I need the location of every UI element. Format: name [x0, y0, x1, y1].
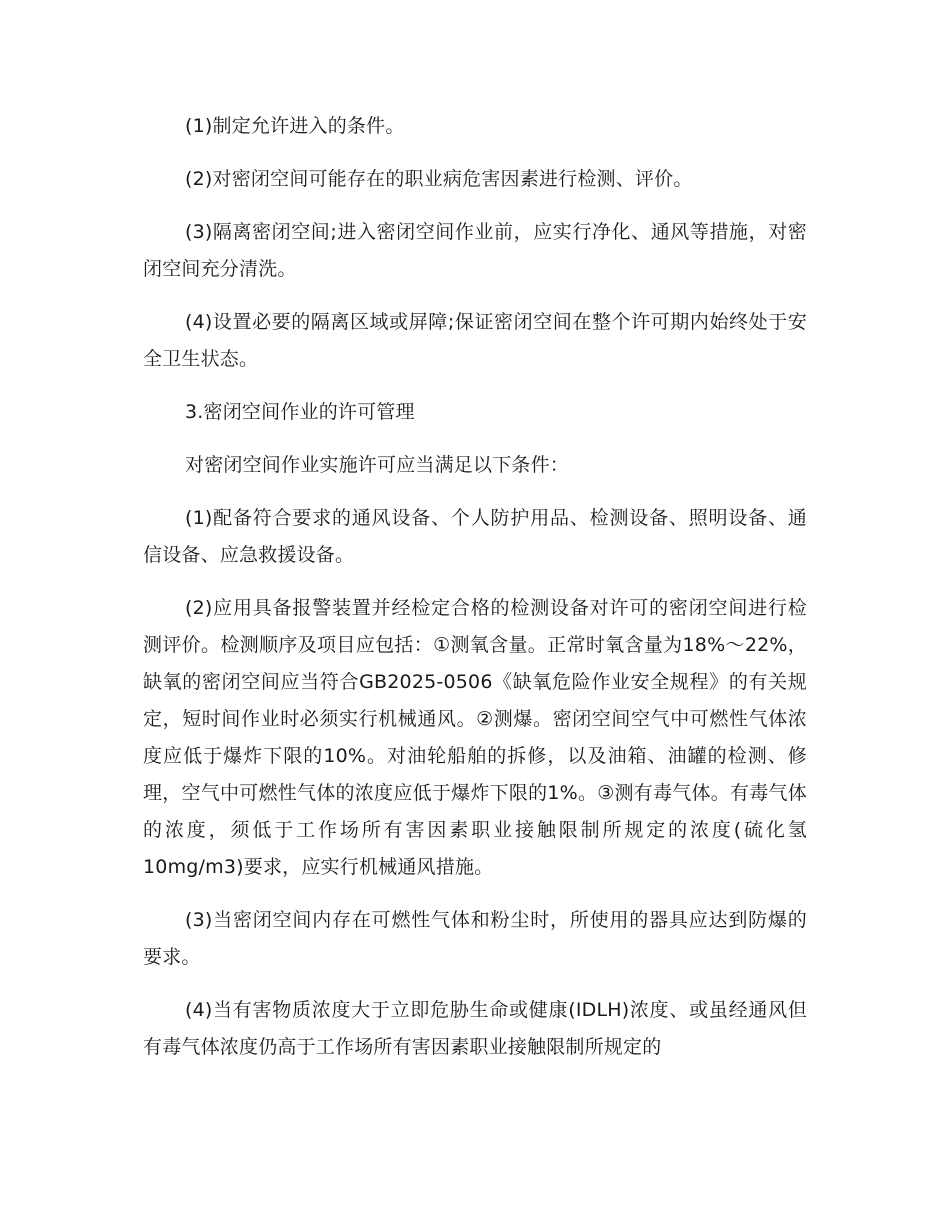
paragraph-condition-4: (4)设置必要的隔离区域或屏障;保证密闭空间在整个许可期内始终处于安全卫生状态。	[143, 311, 807, 370]
document-body	[143, 108, 807, 1082]
paragraph-condition-2: (2)对密闭空间可能存在的职业病危害因素进行检测、评价。	[185, 168, 693, 190]
paragraph-permit-intro: 对密闭空间作业实施许可应当满足以下条件：	[185, 454, 570, 476]
paragraph-condition-1: (1)制定允许进入的条件。	[185, 115, 405, 137]
paragraph-permit-3: (3)当密闭空间内存在可燃性气体和粉尘时，所使用的器具应达到防爆的要求。	[143, 909, 807, 968]
paragraph-permit-2: (2)应用具备报警装置并经检定合格的检测设备对许可的密闭空间进行检测评价。检测顺序及项目应包括：①测氧含量。正常时氧含量为18%～22%，缺氧的密闭空间应当符合GB2025-0506《缺氧危险作业安全规程》的有关规定，短时间作业时必须实行机械通风。②测爆。密闭空间空气中可燃性气体浓度应低于爆炸下限的10%。对油轮船舶的拆修，以及油箱、油罐的检测、修理，空气中可燃性气体的浓度应低于爆炸下限的1%。③测有毒气体。有毒气体的浓度，须低于工作场所有害因素职业接触限制所规定的浓度(硫化氢10mg/m3)要求，应实行机械通风措施。	[143, 597, 807, 878]
paragraph-permit-4: (4)当有害物质浓度大于立即危胁生命或健康(IDLH)浓度、或虽经通风但有毒气体浓度仍高于工作场所有害因素职业接触限制所规定的	[143, 999, 807, 1058]
paragraph-permit-1: (1)配备符合要求的通风设备、个人防护用品、检测设备、照明设备、通信设备、应急救援设备。	[143, 507, 807, 566]
paragraph-condition-3: (3)隔离密闭空间;进入密闭空间作业前，应实行净化、通风等措施，对密闭空间充分清洗。	[143, 221, 807, 280]
section-heading-permit-management: 3.密闭空间作业的许可管理	[185, 401, 415, 423]
